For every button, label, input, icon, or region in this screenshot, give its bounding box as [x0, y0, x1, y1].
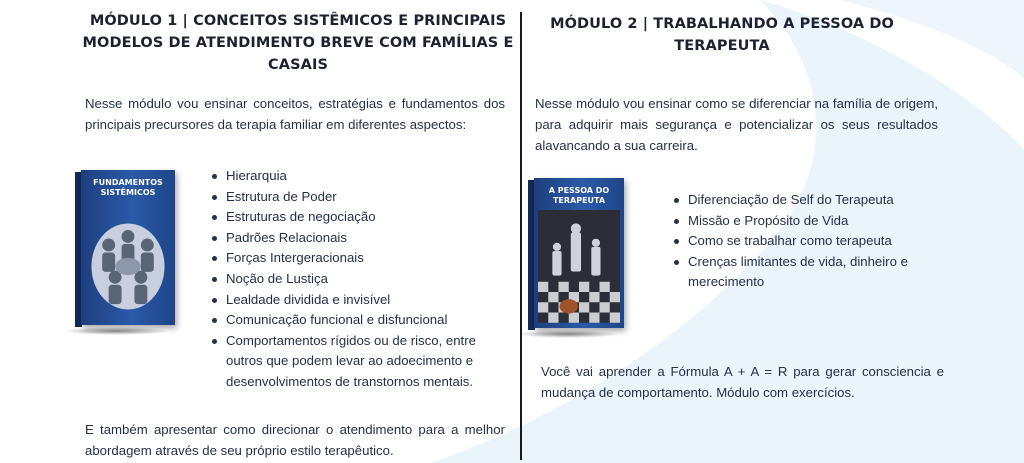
module-2-heading: MÓDULO 2 | TRABALHANDO A PESSOA DO TERAPEUTA: [550, 16, 894, 54]
module-1-intro: Nesse módulo vou ensinar conceitos, estratégias e fundamentos dos principais precursores da terapia familiar em diferentes aspectos:: [85, 96, 505, 132]
book-cover-a-pessoa-do-terapeuta: [516, 178, 624, 338]
list-item: Crenças limitantes de vida, dinheiro e merecimento: [674, 252, 939, 293]
list-item: Comunicação funcional e disfuncional: [212, 310, 497, 331]
list-item: Estrutura de Poder: [212, 187, 497, 208]
module-1-topic-list: [212, 166, 497, 393]
list-item: Como se trabalhar como terapeuta: [674, 231, 939, 252]
list-item: Missão e Propósito de Vida: [674, 211, 939, 232]
list-item: Lealdade dividida e invisível: [212, 290, 497, 311]
book-title: FUNDAMENTOS SISTÊMICOS: [93, 178, 163, 197]
book-title: A PESSOA DO TERAPEUTA: [548, 186, 610, 205]
list-item: Hierarquia: [212, 166, 497, 187]
list-item: Padrões Relacionais: [212, 228, 497, 249]
list-item: Forças Intergeracionais: [212, 248, 497, 269]
list-item: Estruturas de negociação: [212, 207, 497, 228]
module-2-intro: Nesse módulo vou ensinar como se diferenciar na família de origem, para adquirir mais segurança e potencializar os seus resultados alavancando a sua carreira.: [535, 96, 938, 153]
list-item: Diferenciação de Self do Terapeuta: [674, 190, 939, 211]
module-2-topic-list: [674, 190, 939, 293]
book-cover-fundamentos-sistemicos: [63, 170, 175, 335]
module-1-heading: MÓDULO 1 | CONCEITOS SISTÊMICOS E PRINCIPAIS MODELOS DE ATENDIMENTO BREVE COM FAMÍLIAS E CASAIS: [82, 13, 514, 73]
module-1-outro: E também apresentar como direcionar o atendimento para a melhor abordagem através de seu próprio estilo terapêutico.: [85, 422, 505, 458]
list-item: Noção de Lustiça: [212, 269, 497, 290]
module-2-outro: Você vai aprender a Fórmula A + A = R para gerar consciencia e mudança de comportamento. Módulo com exercícios.: [541, 364, 944, 400]
people-puzzle-icon: [85, 202, 171, 320]
chess-board-icon: [538, 210, 620, 323]
book-shadow: [63, 327, 169, 335]
book-shadow: [516, 330, 619, 338]
list-item: Comportamentos rígidos ou de risco, entre outros que podem levar ao adoecimento e desenvolvimentos de transtornos mentais.: [212, 331, 497, 393]
